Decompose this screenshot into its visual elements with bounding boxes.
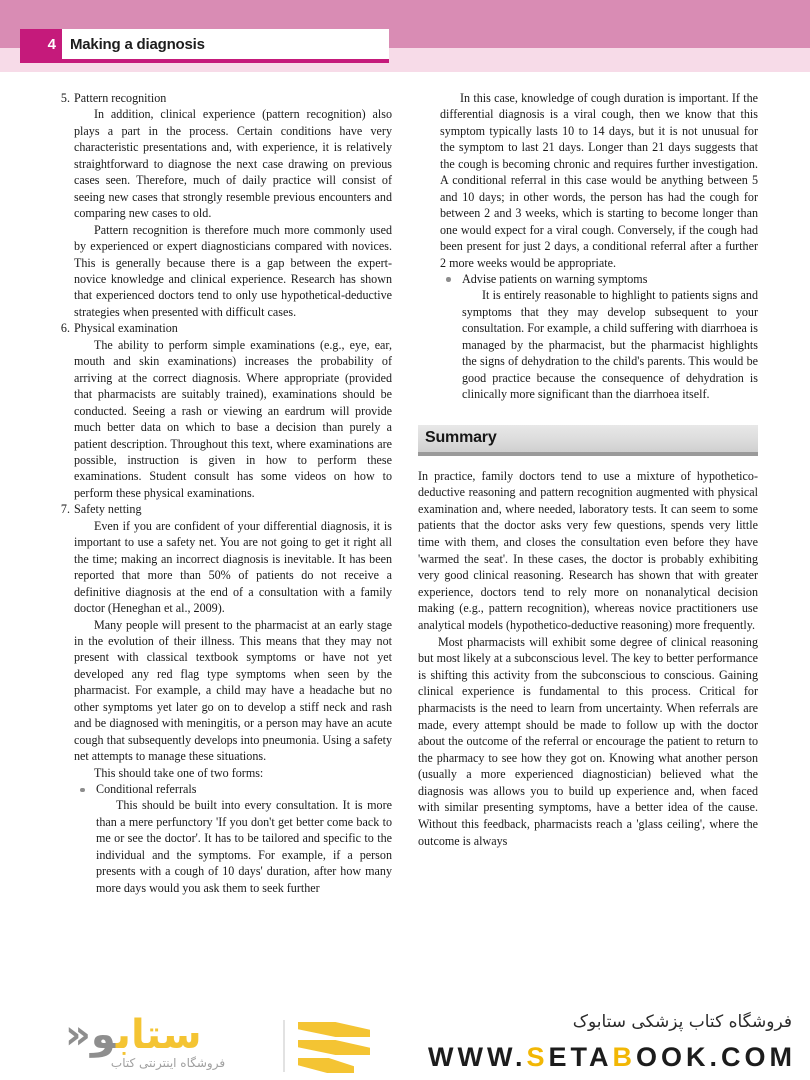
paragraph: In addition, clinical experience (pattern recognition) also plays a part in the process. Certain conditions have very characteristic presentations and, with experience, it is relatively straightforward to diagnose the next case drawing on previous cases seen. Therefore, much of daily practice will consist of seeing new cases that strongly resemble previous encounters and comparing new cases to old.	[74, 107, 392, 221]
list-number: 6.	[60, 321, 70, 336]
paragraph-block	[52, 518, 392, 896]
list-label: Safety netting	[74, 502, 142, 517]
footer-watermark	[0, 1002, 810, 1080]
list-item-heading	[52, 90, 392, 106]
right-column	[418, 90, 758, 849]
url-s: S	[526, 1042, 549, 1072]
list-label: Pattern recognition	[74, 91, 167, 105]
logo-wordmark	[65, 1012, 202, 1058]
footer-logo	[55, 1008, 385, 1078]
paragraph: Many people will present to the pharmacist at an early stage in the evolution of their illness. This means that they may not present with classical textbook symptoms or have not yet developed any red flag type symptoms when seen by the pharmacist. For example, a child may have a headache but no other symptoms yet later go on to develop a stiff neck and rash and be diagnosed with meningitis, or a person may have an acute cough that subsequently develops into pneumonia. Using a safety net attempts to manage these situations.	[74, 617, 392, 764]
bullet-body-block	[440, 287, 758, 402]
list-item-heading	[52, 501, 392, 517]
paragraph-block	[52, 106, 392, 320]
paragraph: Most pharmacists will exhibit some degree of clinical reasoning but most likely at a subconscious level. The key to better performance is shifting this activity from the subconscious to conscious. Gaining clinical experience is fundamental to this process. Critical for pharmacists is the need to learn from uncertainty. When referrals are made, every attempt should be made to follow up with the doctor about the outcome of the referral or encourage the patient to return to the pharmacy to see how they got on. Knowing what another person (usually a more experienced diagnostician) believed what the diagnosis was allows you to build up experience and, when faced with similar presenting symptoms, have a better idea of the cause. Without this feedback, pharmacists reach a 'glass ceiling', where the outcome is always	[418, 634, 758, 848]
summary-heading-bar	[418, 425, 758, 456]
url-eta: ETA	[548, 1042, 613, 1072]
bullet-body-block	[74, 797, 392, 896]
list-label: Physical examination	[74, 321, 178, 336]
footer-url	[428, 1042, 796, 1073]
bullet-label: Conditional referrals	[96, 782, 197, 797]
url-prefix: WWW.	[428, 1042, 527, 1072]
paragraph: This should take one of two forms:	[94, 765, 264, 780]
bullet-label: Advise patients on warning symptoms	[462, 271, 648, 286]
footer-brand	[400, 1006, 800, 1078]
bullet-list-item	[440, 271, 758, 287]
chevron-icon	[298, 1040, 370, 1055]
summary-heading-text: Summary	[425, 428, 497, 446]
chapter-header	[20, 29, 389, 59]
paragraph-block	[52, 337, 392, 502]
logo-wordmark-gray: و«	[65, 1012, 116, 1058]
list-item-heading	[52, 320, 392, 336]
logo-divider	[283, 1020, 285, 1072]
list-number: 7.	[60, 502, 70, 517]
chapter-header-rule	[20, 59, 389, 63]
paragraph: In this case, knowledge of cough duration is important. If the differential diagnosis is a viral cough, then we know that this symptom typically lasts 10 to 14 days, but it is not unusual for the symptom to last 21 days. Longer than 21 days suggests that the cough is becoming chronic and requires further investigation. A conditional referral in this case would be anything between 5 and 10 days; in other words, the person has had the cough for between 2 and 3 weeks, which is starting to become longer than one would expect for a viral cough. Conversely, if the cough had been present for just 2 days, a conditional referral after a further 2 more weeks would be appropriate.	[440, 91, 758, 270]
bullet-list-item	[74, 781, 392, 797]
bullet-dot-icon	[446, 277, 451, 282]
url-b: B	[612, 1042, 636, 1072]
paragraph-block	[418, 90, 758, 403]
bullet-dot-icon	[80, 788, 85, 793]
paragraph: Even if you are confident of your differential diagnosis, it is important to use a safety net. You are not going to get it right all the time; making an incorrect diagnosis is inevitable. It has been reported that more than 50% of patients do not receive a definitive diagnosis at the end of a consultation with a family doctor (Heneghan et al., 2009).	[74, 518, 392, 616]
chapter-number-badge: 4	[20, 29, 62, 59]
chevron-mark-icon	[298, 1022, 370, 1072]
footer-tagline: فروشگاه کتاب پزشکی ستابوک	[572, 1012, 792, 1032]
chevron-icon	[298, 1058, 354, 1073]
paragraph: This should be built into every consultation. It is more than a mere perfunctory 'If you don't get better come back to me or see the doctor'. It has to be tailored and specific to the individual and the symptoms. For example, if a person presents with a cough of 10 days' duration, after how many more days would you ask them to seek further	[96, 798, 392, 895]
paragraph: In practice, family doctors tend to use a mixture of hypothetico-deductive reasoning and pattern recognition augmented with physical examination and, where needed, laboratory tests. It can seem to some patients that the doctor asks very few questions, spends very little time with them, and closes the consultation even before they have 'warmed the seat'. In these cases, the doctor is probably exhibiting very good clinical reasoning. Research has shown that with greater experience, doctors tend to rely more on nonanalytical decision making (e.g., pattern recognition), whereas novice practitioners use analytical models (hypothetico-deductive reasoning) more frequently.	[418, 468, 758, 632]
paragraph: Pattern recognition is therefore much more commonly used by experienced or expert diagnosticians compared with novices. This is generally because there is a gap between the expert-novice knowledge and clinical experience. Research has shown that experienced doctors tend to only use hypothetical-deductive strategies when presented with difficult cases.	[74, 222, 392, 319]
chevron-icon	[298, 1022, 370, 1037]
url-rest: OOK.COM	[636, 1042, 796, 1072]
page-body	[0, 90, 810, 1005]
summary-body	[418, 468, 758, 850]
paragraph: It is entirely reasonable to highlight to patients signs and symptoms that they may develop subsequent to your consultation. For example, a child suffering with diarrhoea is managed by the pharmacist, but the pharmacist highlights the signs of dehydration to the child's parents. This would be good practice because the consequence of dehydration is clinically more significant than the diarrhoea itself.	[462, 288, 758, 402]
logo-subtitle: فروشگاه اینترنتی کتاب	[110, 1056, 226, 1070]
list-number: 5.	[60, 91, 70, 105]
paragraph: The ability to perform simple examinations (e.g., eye, ear, mouth and skin examinations) increases the probability of arriving at the correct diagnosis. Where appropriate (provided that pharmacists are suitably trained), examinations should be conducted. Seeing a rash or viewing an eardrum will provide much better data on which to base a decision than purely a patient description. Throughout this text, where examinations are possible, instruction is given in how to perform these examinations. Student consult has some videos on how to perform these physical examinations.	[74, 337, 392, 500]
chapter-title: Making a diagnosis	[62, 29, 389, 59]
logo-wordmark-gold: ستاب	[115, 1012, 202, 1058]
left-column	[52, 90, 392, 896]
